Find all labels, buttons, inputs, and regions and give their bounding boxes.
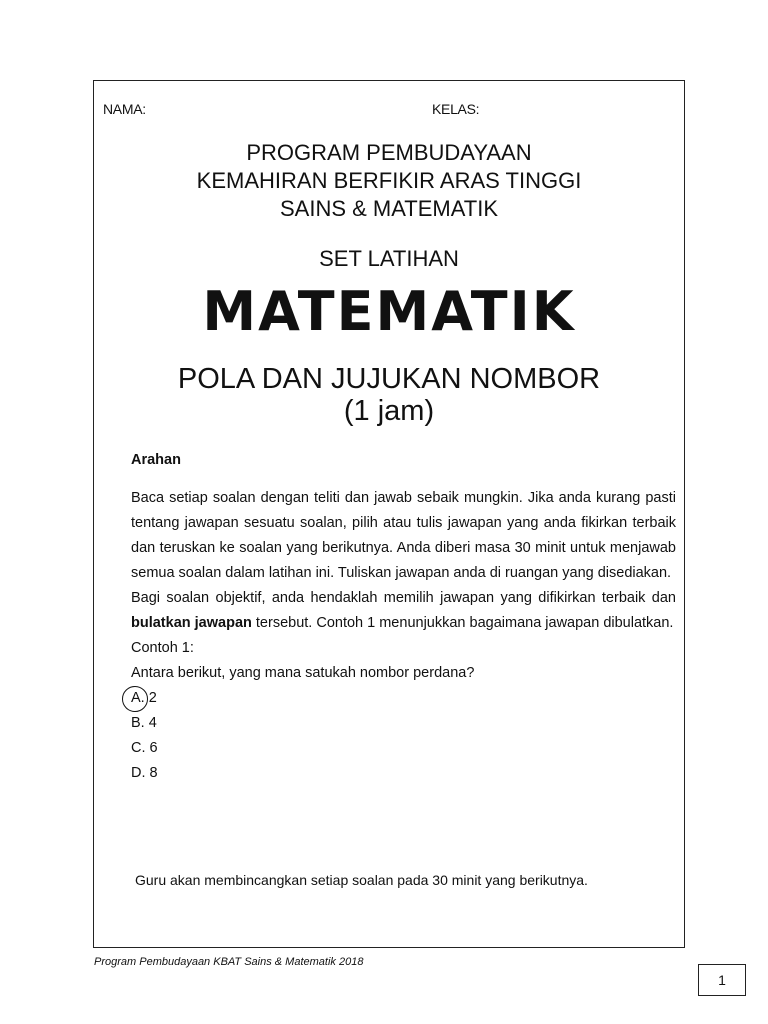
- teacher-note: Guru akan membincangkan setiap soalan pada 30 minit yang berikutnya.: [135, 872, 588, 888]
- paragraph-2-emphasis: bulatkan jawapan: [131, 615, 252, 631]
- option-d: D. 8: [131, 765, 158, 781]
- kelas-label: KELAS:: [432, 101, 480, 117]
- program-line-3: SAINS & MATEMATIK: [280, 196, 498, 221]
- footer-text: Program Pembudayaan KBAT Sains & Matematik 2018: [94, 956, 364, 968]
- paragraph-2-start: Bagi soalan objektif, anda hendaklah memilih jawapan yang difikirkan terbaik dan: [131, 590, 676, 606]
- topic-duration: (1 jam): [343, 395, 435, 427]
- instructions-heading: Arahan: [131, 452, 181, 468]
- program-line-2: KEMAHIRAN BERFIKIR ARAS TINGGI: [196, 168, 582, 193]
- program-line-1: PROGRAM PEMBUDAYAAN: [246, 140, 532, 165]
- program-title: [93, 139, 685, 223]
- example-label: Contoh 1:: [131, 640, 194, 656]
- instructions-paragraph-1: Baca setiap soalan dengan teliti dan jawab sebaik mungkin. Jika anda kurang pasti tentang jawapan sesuatu soalan, pilih atau tulis jawapan yang anda fikirkan terbaik dan teruskan ke soalan yang berikutnya. Anda diberi masa 30 minit untuk menjawab semua soalan dalam latihan ini. Tuliskan jawapan anda di ruangan yang disediakan.: [131, 490, 676, 581]
- paragraph-2-end: tersebut. Contoh 1 menunjukkan bagaimana jawapan dibulatkan.: [251, 615, 674, 631]
- set-label: SET LATIHAN: [319, 246, 459, 271]
- topic-title: POLA DAN JUJUKAN NOMBOR: [177, 363, 601, 395]
- option-a: [131, 686, 676, 711]
- answer-circle: [122, 686, 148, 712]
- option-b: B. 4: [131, 715, 157, 731]
- instructions-paragraph-2: [131, 586, 676, 636]
- option-c: C. 6: [131, 740, 158, 756]
- option-a-text: A. 2: [131, 690, 157, 706]
- page-number: 1: [698, 964, 746, 996]
- subject-title: MATEMATIK: [202, 280, 576, 343]
- example-question: Antara berikut, yang mana satukah nombor perdana?: [131, 665, 475, 681]
- instructions: [131, 448, 676, 786]
- nama-label: NAMA:: [103, 101, 146, 117]
- topic-block: [93, 363, 685, 427]
